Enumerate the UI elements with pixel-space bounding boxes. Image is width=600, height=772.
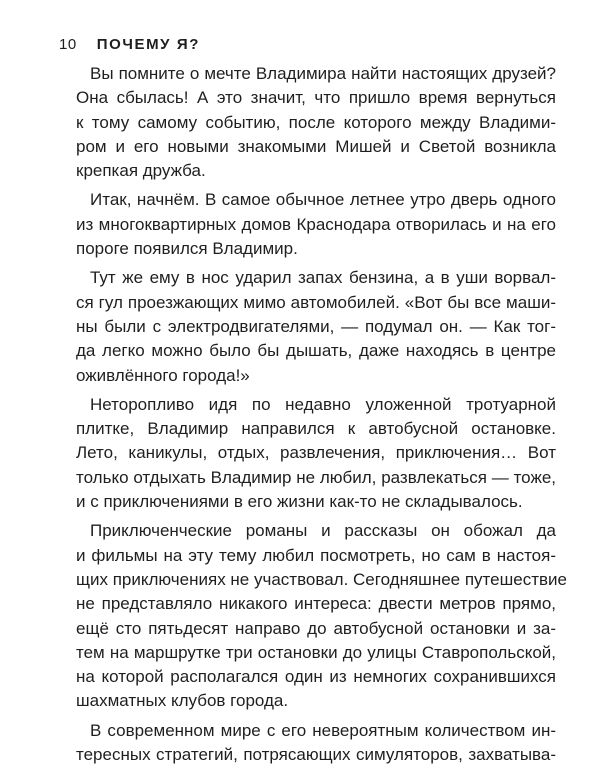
paragraph [76,393,556,514]
text-line: ны были с электродвигателями, — подумал он. — Как тог- [76,316,556,336]
text-line: плитке, Владимир направился к автобусной остановке. [76,419,556,439]
text-line: к тому самому событию, после которого между Владими- [76,112,556,132]
text-line: только отдыхать Владимир не любил, развлекаться — тоже, [76,467,556,487]
paragraph [76,519,567,713]
text-line: В современном мире с его невероятным количеством ин- [90,720,556,740]
text-line: не представляло никакого интереса: двести метров прямо, [76,594,556,614]
text-line: щих приключениях не участвовал. Сегодняшнее путешествие [76,569,567,589]
text-line: Она сбылась! А это значит, что пришло время вернуться [76,88,556,108]
text-line: тересных стратегий, потрясающих симуляторов, захватыва- [76,745,556,765]
text-line: шахматных клубов города. [76,691,289,711]
text-line: пороге появился Владимир. [76,239,298,259]
page-header [59,36,200,58]
text-line: Неторопливо идя по недавно уложенной тротуарной [90,394,556,414]
text-line: и с приключениями в его жизни как-то не складывалось. [76,492,523,512]
text-line: тем на маршрутке три остановки до улицы Ставропольской, [76,642,556,662]
paragraph [76,719,556,768]
text-line: да легко можно было бы дышать, даже находясь в центре [76,341,556,361]
text-line: ром и его новыми знакомыми Мишей и Светой возникла [76,136,556,156]
text-line: оживлённого города!» [76,365,250,385]
text-line: Тут же ему в нос ударил запах бензина, а в уши ворвал- [90,268,556,288]
text-line: Вы помните о мечте Владимира найти настоящих друзей? [90,64,556,83]
page-number: 10 [59,36,77,53]
text-line: Итак, начнём. В самое обычное летнее утро дверь одного [90,190,556,210]
text-line: Приключенческие романы и рассказы он обожал да [90,521,556,541]
body-text [76,62,567,772]
text-line: на которой располагался один из немногих сохранившихся [76,667,556,687]
paragraph [76,266,556,387]
paragraph [76,62,556,183]
text-line: Лето, каникулы, отдых, развлечения, приключения… Вот [76,443,556,463]
text-line: ещё сто пятьдесят направо до автобусной остановки и за- [76,618,556,638]
text-line: и фильмы на эту тему любил посмотреть, но сам в настоя- [76,545,556,565]
text-line: ся гул проезжающих мимо автомобилей. «Вот бы все маши- [76,292,556,312]
text-line: из многоквартирных домов Краснодара отворилась и на его [76,214,556,234]
text-line: крепкая дружба. [76,161,206,181]
running-title: ПОЧЕМУ Я? [96,36,201,53]
paragraph [76,188,556,261]
